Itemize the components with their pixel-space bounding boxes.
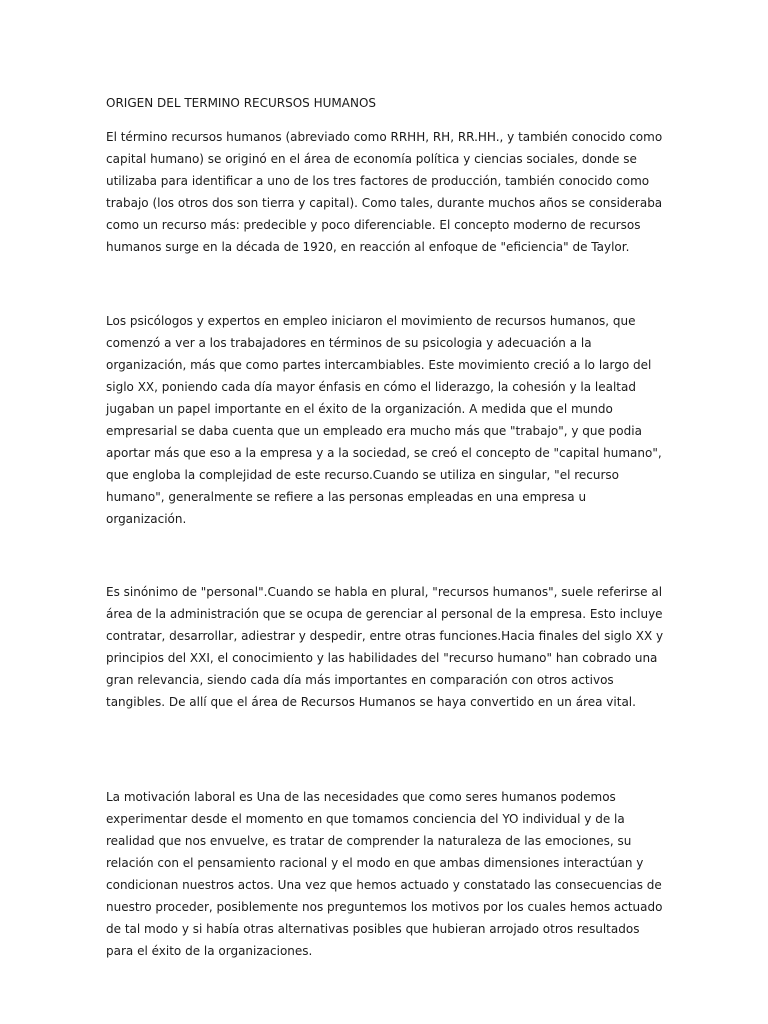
document-title: ORIGEN DEL TERMINO RECURSOS HUMANOS: [106, 96, 377, 110]
paragraph-sinonimo: Es sinónimo de "personal".Cuando se habla en plural, "recursos humanos", suele referirse al área de la administración que se ocupa de gerenciar al personal de la empresa. Esto incluye contratar, desarrollar, adiestrar y despedir, entre otras funciones.Hacia finales del siglo XX y principios del XXI, el conocimiento y las habilidades del "recurso humano" han cobrado una gran relevancia, siendo cada día más importantes en comparación con otros activos tangibles. De allí que el área de Recursos Humanos se haya convertido en un área vital.: [106, 585, 664, 709]
document-body: [106, 92, 666, 962]
paragraph-motivacion: La motivación laboral es Una de las necesidades que como seres humanos podemos experimentar desde el momento en que tomamos conciencia del YO individual y de la realidad que nos envuelve, es tratar de comprender la naturaleza de las emociones, su relación con el pensamiento racional y el modo en que ambas dimensiones interactúan y condicionan nuestros actos. Una vez que hemos actuado y constatado las consecuencias de nuestro proceder, posiblemente nos preguntemos los motivos por los cuales hemos actuado de tal modo y si había otras alternativas posibles que hubieran arrojado otros resultados para el éxito de la organizaciones.: [106, 790, 663, 958]
paragraph-origen: El término recursos humanos (abreviado como RRHH, RH, RR.HH., y también conocido como capital humano) se originó en el área de economía política y ciencias sociales, donde se utilizaba para identificar a uno de los tres factores de producción, también conocido como trabajo (los otros dos son tierra y capital). Como tales, durante muchos años se consideraba como un recurso más: predecible y poco diferenciable. El concepto moderno de recursos humanos surge en la década de 1920, en reacción al enfoque de "eficiencia" de Taylor.: [106, 130, 663, 254]
paragraph-psicologos: Los psicólogos y expertos en empleo iniciaron el movimiento de recursos humanos, que comenzó a ver a los trabajadores en términos de su psicologia y adecuación a la organización, más que como partes intercambiables. Este movimiento creció a lo largo del siglo XX, poniendo cada día mayor énfasis en cómo el liderazgo, la cohesión y la lealtad jugaban un papel importante en el éxito de la organización. A medida que el mundo empresarial se daba cuenta que un empleado era mucho más que "trabajo", y que podia aportar más que eso a la empresa y a la sociedad, se creó el concepto de "capital humano", que engloba la complejidad de este recurso.Cuando se utiliza en singular, "el recurso humano", generalmente se refiere a las personas empleadas en una empresa u organización.: [106, 314, 662, 526]
